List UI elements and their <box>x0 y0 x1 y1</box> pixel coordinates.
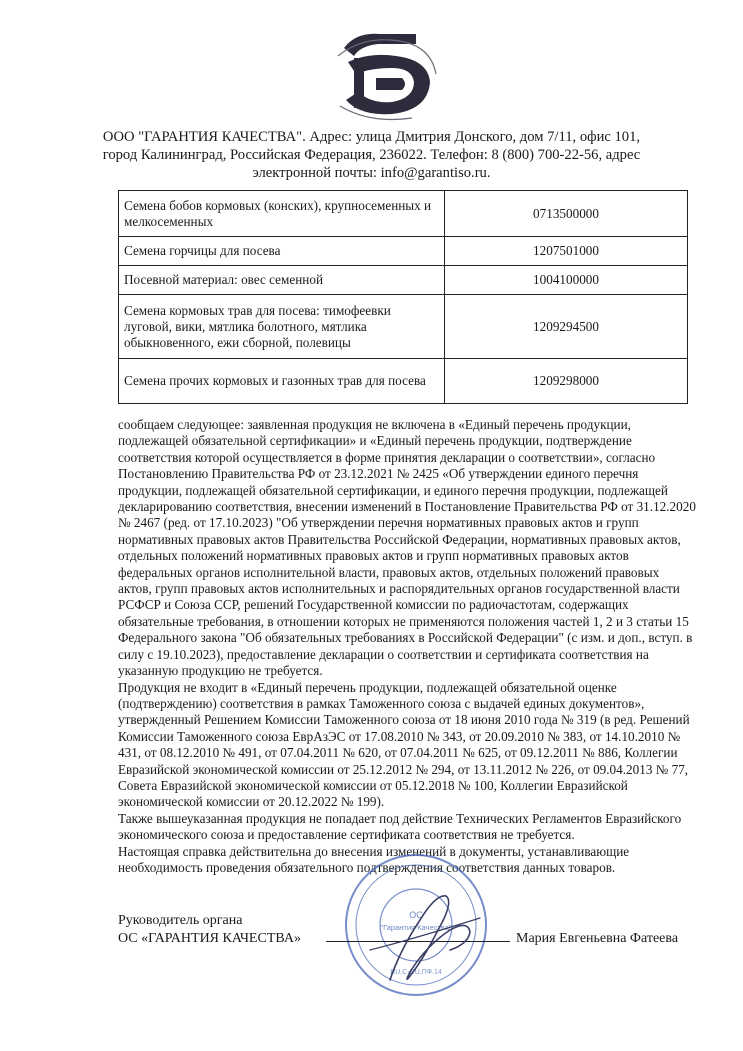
table-row <box>119 266 688 295</box>
paragraph-validity: Настоящая справка действительна до внесения изменений в документы, устанавливающие необходимость проведения обязательного подтверждения соответствия данных товаров. <box>118 843 630 875</box>
product-code: 1209294500 <box>445 295 688 359</box>
header-line-3: электронной почты: info@garantiso.ru. <box>252 165 491 181</box>
products-table <box>118 190 688 404</box>
product-name: Семена бобов кормовых (конских), крупносеменных и мелкосеменных <box>119 191 445 237</box>
table-row <box>119 295 688 359</box>
header-line-2: город Калининград, Российская Федерация, 236022. Телефон: 8 (800) 700-22-56, адрес <box>102 147 641 163</box>
organization-header <box>0 128 743 182</box>
role-line-1: Руководитель органа <box>118 913 243 928</box>
paragraph-conclusion: сообщаем следующее: заявленная продукция не включена в «Единый перечень продукции, подлежащей обязательной сертификации» и «Единый перечень продукции, подтверждение соответствия которой осуществляется в форме принятия декларации о соответствии», согласно Постановлению Правительства РФ от 23.12.2021 № 2425 «Об утверждении единого перечня продукции, подлежащей обязательной сертификации, и единого перечня продукции, подлежащей декларированию соответствия, внесении изменений в Постановление Правительства РФ от 31.12.2020 № 2467 (ред. от 17.10.2023) "Об утверждении перечня нормативных правовых актов и групп нормативных правовых актов Правительства Российской Федерации, нормативных правовых актов, отдельных положений нормативных правовых актов и групп нормативных правовых актов федеральных органов исполнительной власти, правовых актов, отдельных положений правовых актов, групп правовых актов исполнительных и распорядительных органов государственной власти РСФСР и Союза ССР, решений Государственной комиссии по радиочастотам, содержащих обязательные требования, в отношении которых не применяются положения частей 1, 2 и 3 статьи 15 Федерального закона "Об обязательных требованиях в Российской Федерации" (с изм. и доп., вступ. в силу с 19.10.2023), предоставление декларации о соответствии и сертификата соответствия на указанную продукцию не требуется. <box>118 417 696 679</box>
table-row <box>119 237 688 266</box>
product-code: 1207501000 <box>445 237 688 266</box>
handwritten-signature <box>350 880 500 990</box>
product-name: Посевной материал: овес семенной <box>119 266 445 295</box>
stamp-center-line-1: ОС <box>409 910 423 920</box>
table-row <box>119 359 688 404</box>
paragraph-tech-regulations: Также вышеуказанная продукция не попадает под действие Технических Регламентов Евразийского экономического союза и предоставление сертификата соответствия не требуется. <box>118 810 682 843</box>
stamp-code: RU.C-RU.ПФ.14 <box>390 969 442 976</box>
product-code: 1004100000 <box>445 266 688 295</box>
stamp-center-line-2: "Гарантия Качества" <box>380 923 452 932</box>
company-logo <box>330 18 450 128</box>
letter-body <box>118 417 696 876</box>
signatory-name: Мария Евгеньевна Фатеева <box>516 931 679 946</box>
header-line-1: ООО "ГАРАНТИЯ КАЧЕСТВА". Адрес: улица Дмитрия Донского, дом 7/11, офис 101, <box>102 129 641 145</box>
role-line-2: ОС «ГАРАНТИЯ КАЧЕСТВА» <box>118 931 301 946</box>
table-row <box>119 191 688 237</box>
product-name: Семена кормовых трав для посева: тимофеевки луговой, вики, мятлика болотного, мятлика обыкновенного, ежи сборной, полевицы <box>119 295 445 359</box>
product-name: Семена прочих кормовых и газонных трав для посева <box>119 359 445 404</box>
product-code: 0713500000 <box>445 191 688 237</box>
paragraph-customs-union: Продукция не входит в «Единый перечень продукции, подлежащей обязательной оценке (подтверждению) соответствия в рамках Таможенного союза с выдачей единых документов», утвержденный Решением Комиссии Таможенного союза от 18 июня 2010 года № 319 (в ред. Решений Комиссии Таможенного союза ЕврАзЭС от 17.08.2010 № 343, от 20.09.2010 № 383, от 14.10.2010 № 431, от 08.12.2010 № 491, от 07.04.2011 № 620, от 07.04.2011 № 625, от 09.12.2011 № 886, Коллегии Евразийской экономической комиссии от 25.12.2012 № 294, от 13.11.2012 № 226, от 09.04.2013 № 77, Совета Евразийской экономической комиссии от 05.12.2018 № 100, Коллегии Евразийской экономической комиссии от 20.12.2022 № 199). <box>118 679 690 810</box>
signatory-role <box>118 912 301 948</box>
product-code: 1209298000 <box>445 359 688 404</box>
product-name: Семена горчицы для посева <box>119 237 445 266</box>
